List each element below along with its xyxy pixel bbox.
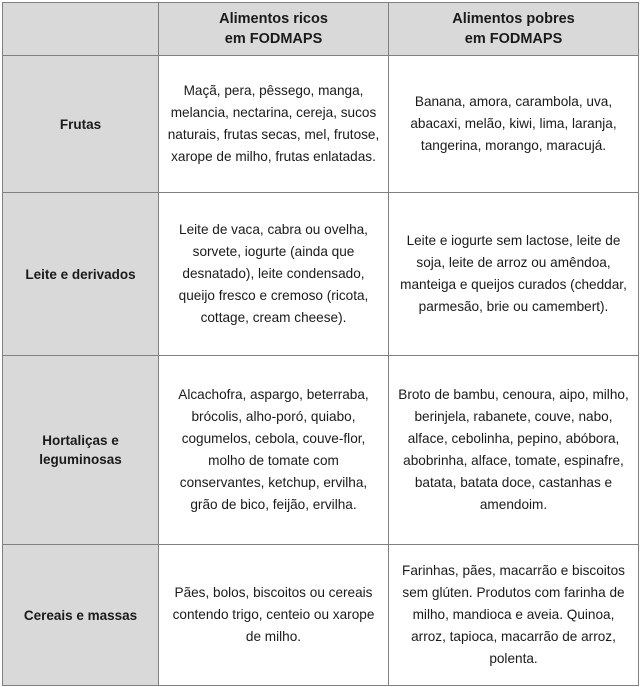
row-label-leite-e-derivados: Leite e derivados <box>3 193 159 356</box>
cell-frutas-low: Banana, amora, carambola, uva, abacaxi, melão, kiwi, lima, laranja, tangerina, morango, maracujá. <box>389 56 639 193</box>
table-row <box>3 356 639 545</box>
table-row <box>3 56 639 193</box>
header-low-fodmaps-line2: em FODMAPS <box>464 31 563 47</box>
row-label-frutas: Frutas <box>3 56 159 193</box>
header-corner-cell <box>3 3 159 56</box>
header-row <box>3 3 639 56</box>
row-label-hortalicas-e-leguminosas: Hortaliças e leguminosas <box>3 356 159 545</box>
cell-cereais-low: Farinhas, pães, macarrão e biscoitos sem glúten. Produtos com farinha de milho, mandioca e aveia. Quinoa, arroz, tapioca, macarrão de arroz, polenta. <box>389 545 639 686</box>
header-high-fodmaps-line2: em FODMAPS <box>224 31 323 47</box>
cell-hortalicas-low: Broto de bambu, cenoura, aipo, milho, berinjela, rabanete, couve, nabo, alface, cebolinha, pepino, abóbora, abobrinha, alface, tomate, espinafre, batata, batata doce, castanhas e amendoim. <box>389 356 639 545</box>
cell-hortalicas-high: Alcachofra, aspargo, beterraba, brócolis, alho-poró, quiabo, cogumelos, cebola, couve-flor, molho de tomate com conservantes, ketchup, ervilha, grão de bico, feijão, ervilha. <box>159 356 389 545</box>
cell-leite-low: Leite e iogurte sem lactose, leite de soja, leite de arroz ou amêndoa, manteiga e queijos curados (cheddar, parmesão, brie ou camembert). <box>389 193 639 356</box>
cell-leite-high: Leite de vaca, cabra ou ovelha, sorvete, iogurte (ainda que desnatado), leite condensado, queijo fresco e cremoso (ricota, cottage, cream cheese). <box>159 193 389 356</box>
cell-frutas-high: Maçã, pera, pêssego, manga, melancia, nectarina, cereja, sucos naturais, frutas secas, mel, frutose, xarope de milho, frutas enlatadas. <box>159 56 389 193</box>
table-header <box>3 3 639 56</box>
table-row <box>3 545 639 686</box>
fodmap-foods-table <box>2 2 639 686</box>
row-label-cereais-e-massas: Cereais e massas <box>3 545 159 686</box>
table-body <box>3 56 639 686</box>
cell-cereais-high: Pães, bolos, biscoitos ou cereais contendo trigo, centeio ou xarope de milho. <box>159 545 389 686</box>
header-low-fodmaps-line1: Alimentos pobres <box>452 11 575 27</box>
table-row <box>3 193 639 356</box>
header-high-fodmaps <box>159 3 389 56</box>
header-low-fodmaps <box>389 3 639 56</box>
header-high-fodmaps-line1: Alimentos ricos <box>219 11 328 27</box>
